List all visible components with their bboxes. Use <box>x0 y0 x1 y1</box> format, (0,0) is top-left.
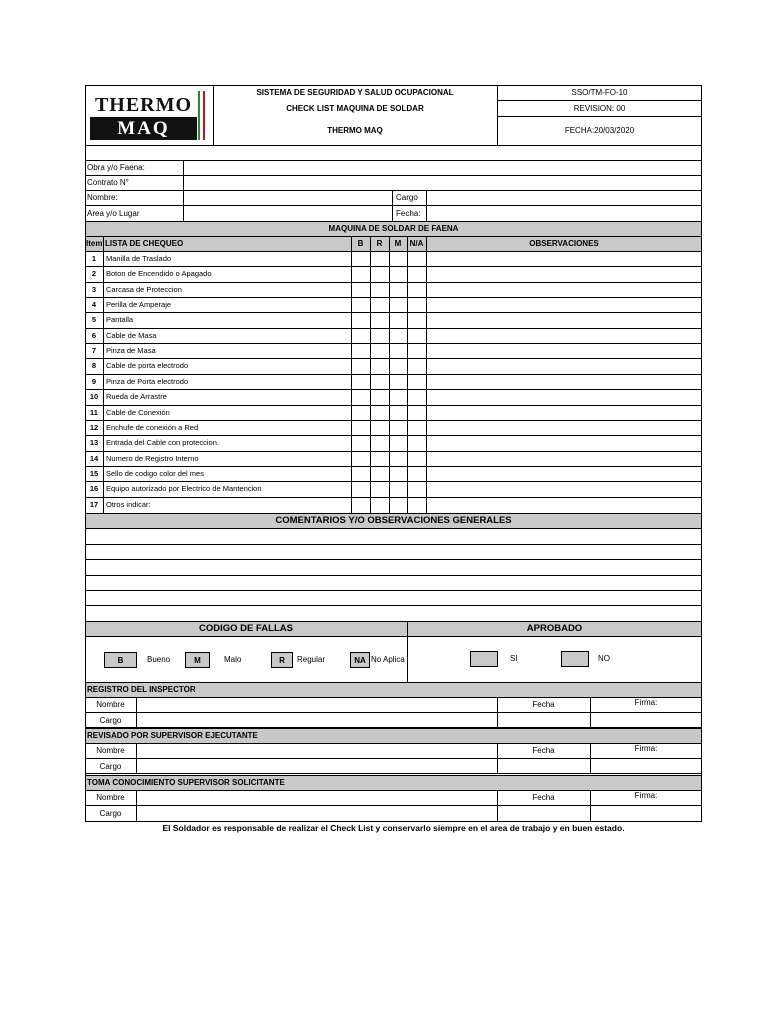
item-label: Cable de Conexión <box>106 408 170 417</box>
item-number: 9 <box>91 377 97 386</box>
signature-sign-label: Firma: <box>634 698 658 707</box>
footer-note: El Soldador es responsable de realizar el Check List y conservarlo siempre en el area de trabajo y en buen estado. <box>162 823 625 833</box>
column-r: R <box>376 239 383 248</box>
code-b-box: B <box>104 652 137 668</box>
item-label: Enchufe de conexión a Red <box>106 423 199 432</box>
item-number: 8 <box>91 361 97 370</box>
item-label: Entrada del Cable con proteccion. <box>106 438 219 447</box>
logo-text-top: THERMO <box>94 94 193 116</box>
item-number: 14 <box>89 454 99 463</box>
column-item: Item <box>86 239 103 248</box>
item-label: Perilla de Amperaje <box>106 300 172 309</box>
area-label: Area y/o Lugar <box>87 209 140 218</box>
column-b: B <box>357 239 364 248</box>
contrato-label: Contrato N° <box>87 178 129 187</box>
signature-section-title: REGISTRO DEL INSPECTOR <box>87 685 196 694</box>
item-label: Otros indicar: <box>106 500 151 509</box>
item-number: 4 <box>91 300 97 309</box>
column-na: N/A <box>409 239 424 248</box>
item-number: 17 <box>89 500 99 509</box>
comment-line[interactable] <box>85 590 702 591</box>
flag-stripe <box>198 91 205 140</box>
signature-name-label: Nombre <box>96 700 125 709</box>
item-number: 10 <box>89 392 99 401</box>
item-number: 3 <box>91 285 97 294</box>
item-label: Rueda de Arrastre <box>106 392 167 401</box>
column-m: M <box>394 239 402 248</box>
document-revision: REVISION: 00 <box>573 104 626 113</box>
logo-text-bottom: MAQ <box>90 117 197 140</box>
section-title: MAQUINA DE SOLDAR DE FAENA <box>328 224 459 233</box>
item-number: 1 <box>91 254 97 263</box>
item-number: 11 <box>90 408 98 417</box>
comment-line[interactable] <box>85 575 702 576</box>
column-observations: OBSERVACIONES <box>529 239 599 248</box>
comment-line[interactable] <box>85 544 702 545</box>
item-number: 2 <box>91 269 97 278</box>
signature-section-title: TOMA CONOCIMIENTO SUPERVISOR SOLICITANTE <box>87 778 285 787</box>
column-checklist: LISTA DE CHEQUEO <box>105 239 184 248</box>
obra-label: Obra y/o Faena: <box>87 163 145 172</box>
fault-codes-title: CODIGO DE FALLAS <box>199 623 293 634</box>
signature-name-label: Nombre <box>96 793 125 802</box>
item-number: 15 <box>89 469 99 478</box>
signature-role-label: Cargo <box>99 716 122 725</box>
item-label: Numero de Registro Interno <box>106 454 199 463</box>
fecha-label: Fecha: <box>396 209 421 218</box>
system-title: SISTEMA DE SEGURIDAD Y SALUD OCUPACIONAL <box>256 88 454 97</box>
approved-yes-label: SI <box>510 654 518 663</box>
item-label: Cable de Masa <box>106 331 157 340</box>
item-number: 12 <box>89 423 99 432</box>
code-m-label: Malo <box>224 655 242 664</box>
item-number: 16 <box>89 484 99 493</box>
signature-sign-label: Firma: <box>634 791 658 800</box>
signature-role-label: Cargo <box>99 809 122 818</box>
signature-sign-label: Firma: <box>634 744 658 753</box>
flag-red <box>203 91 205 140</box>
item-label: Sello de codigo color del mes <box>106 469 204 478</box>
comments-title: COMENTARIOS Y/O OBSERVACIONES GENERALES <box>275 515 512 526</box>
item-label: Equipo autorizado por Electrico de Mantencion <box>106 484 262 493</box>
signature-date-label: Fecha <box>532 793 555 802</box>
item-label: Boton de Encendido o Apagado <box>106 269 212 278</box>
cargo-label: Cargo <box>396 193 418 202</box>
document-code: SSO/TM-FO-10 <box>571 88 628 97</box>
signature-section-title: REVISADO POR SUPERVISOR EJECUTANTE <box>87 731 258 740</box>
approved-no-label: NO <box>598 654 610 663</box>
code-na-label: No Aplica <box>371 655 405 664</box>
comment-line[interactable] <box>85 559 702 560</box>
item-number: 13 <box>89 438 99 447</box>
item-label: Cable de porta electrodo <box>106 361 189 370</box>
code-na-box: NA <box>350 652 370 668</box>
company-name: THERMO MAQ <box>327 126 383 135</box>
approved-no-box[interactable] <box>561 651 589 667</box>
item-label: Pantalla <box>106 315 134 324</box>
code-b-label: Bueno <box>147 655 171 664</box>
signature-date-label: Fecha <box>532 700 555 709</box>
approved-title: APROBADO <box>526 623 583 634</box>
item-number: 7 <box>91 346 97 355</box>
item-label: Carcasa de Proteccion <box>106 285 182 294</box>
form-title: CHECK LIST MAQUINA DE SOLDAR <box>286 104 424 113</box>
code-m-box: M <box>185 652 210 668</box>
item-label: Pinza de Masa <box>106 346 156 355</box>
code-r-box: R <box>271 652 293 668</box>
signature-name-label: Nombre <box>96 746 125 755</box>
approved-yes-box[interactable] <box>470 651 498 667</box>
item-number: 5 <box>91 315 97 324</box>
item-label: Pinza de Porta electrodo <box>106 377 189 386</box>
document-date: FECHA:20/03/2020 <box>564 126 635 135</box>
nombre-label: Nombre: <box>87 193 118 202</box>
signature-role-label: Cargo <box>99 762 122 771</box>
item-label: Manilla de Traslado <box>106 254 172 263</box>
code-r-label: Regular <box>297 655 326 664</box>
comment-line[interactable] <box>85 605 702 606</box>
item-number: 6 <box>91 331 97 340</box>
signature-date-label: Fecha <box>532 746 555 755</box>
